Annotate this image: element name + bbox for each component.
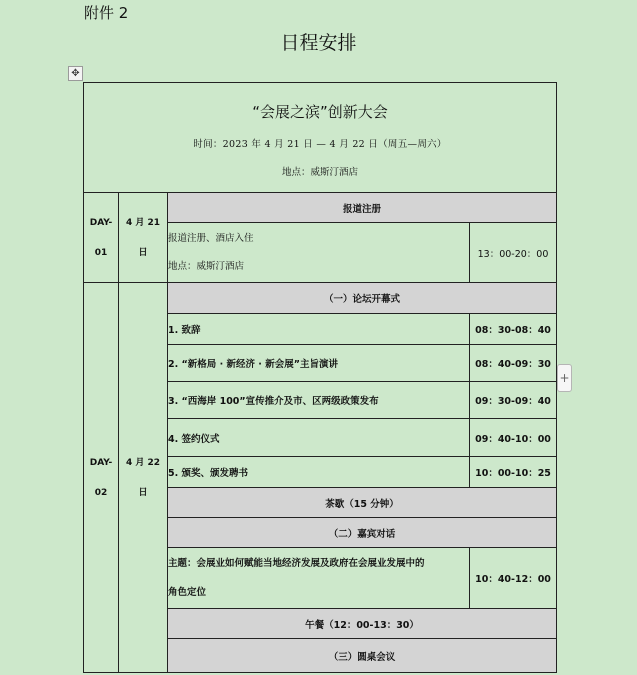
- agenda-time: 08：40-09：30: [470, 345, 557, 382]
- page-title: 日程安排: [280, 32, 357, 54]
- attachment-label: 附件 2: [84, 4, 129, 22]
- conference-name: “会展之滨”创新大会: [252, 103, 388, 121]
- schedule-table: [83, 82, 557, 673]
- conference-time: 时间：2023 年 4 月 21 日 — 4 月 22 日（周五—周六）: [193, 139, 447, 150]
- date-label: 4 月 21 日: [119, 193, 168, 283]
- lunch-break: 午餐（12：00-13：30）: [168, 609, 557, 639]
- tea-break: 茶歇（15 分钟）: [168, 488, 557, 518]
- agenda-item: 3. “西海岸 100”宣传推介及市、区两级政策发布: [168, 382, 470, 419]
- day-label: DAY- 02: [84, 283, 119, 673]
- conference-header-row: [84, 83, 557, 193]
- registration-item: 报道注册、酒店入住 地点：威斯汀酒店: [168, 223, 470, 283]
- table-move-handle-icon[interactable]: ✥: [68, 66, 83, 81]
- table-row: [84, 193, 557, 223]
- section-header: （三）圆桌会议: [168, 639, 557, 673]
- add-row-icon[interactable]: +: [557, 364, 572, 392]
- dialogue-time: 10：40-12：00: [470, 548, 557, 609]
- table-row: [84, 283, 557, 314]
- registration-header: 报道注册: [168, 193, 557, 223]
- date-label: 4 月 22 日: [119, 283, 168, 673]
- agenda-item: 4. 签约仪式: [168, 419, 470, 457]
- conference-header-cell: [84, 83, 557, 193]
- agenda-time: 08：30-08：40: [470, 314, 557, 345]
- day-label: DAY- 01: [84, 193, 119, 283]
- section-header: （一）论坛开幕式: [168, 283, 557, 314]
- agenda-item: 5. 颁奖、颁发聘书: [168, 457, 470, 488]
- dialogue-topic: 主题：会展业如何赋能当地经济发展及政府在会展业发展中的 角色定位: [168, 548, 470, 609]
- agenda-time: 09：30-09：40: [470, 382, 557, 419]
- agenda-time: 09：40-10：00: [470, 419, 557, 457]
- registration-time: 13：00-20：00: [470, 223, 557, 283]
- agenda-time: 10：00-10：25: [470, 457, 557, 488]
- section-header: （二）嘉宾对话: [168, 518, 557, 548]
- agenda-item: 2. “新格局 · 新经济 · 新会展”主旨演讲: [168, 345, 470, 382]
- conference-venue: 地点：威斯汀酒店: [282, 167, 359, 178]
- agenda-item: 1. 致辞: [168, 314, 470, 345]
